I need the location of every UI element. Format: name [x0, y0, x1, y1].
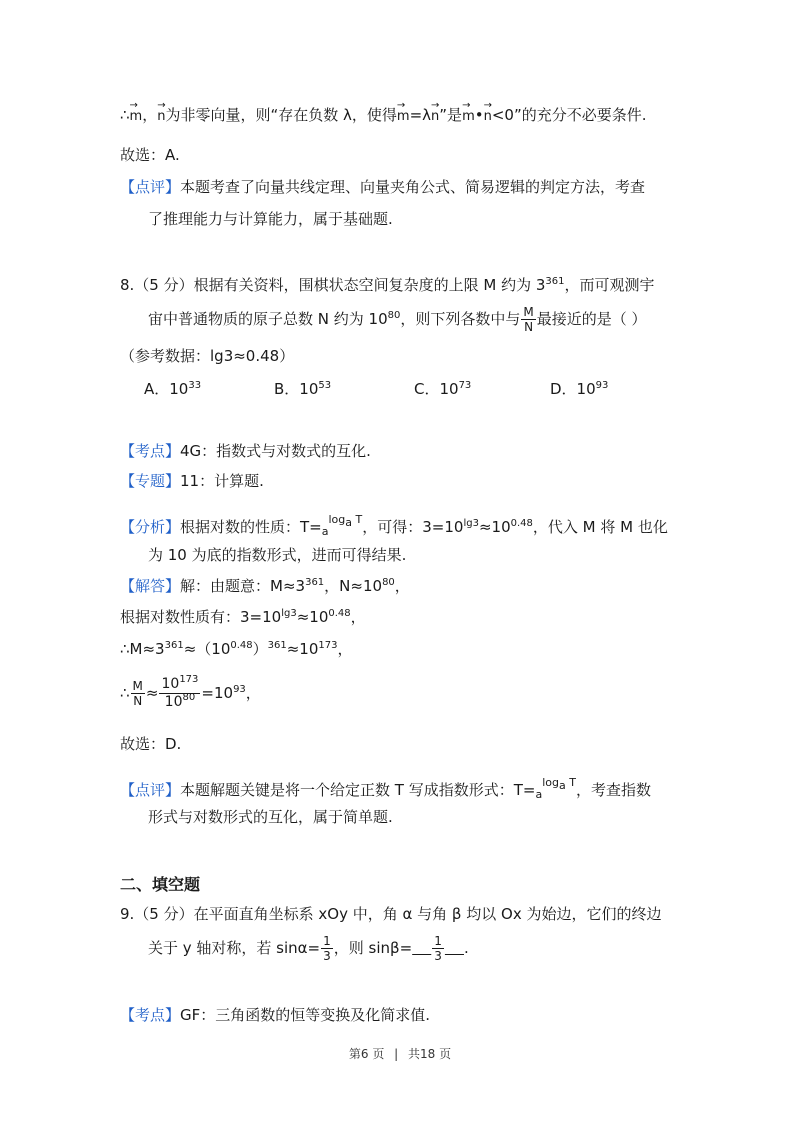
- solution-line-1: 【解答】解：由题意：$M\approx 3^{361}$，$N\approx 10^{80}$，: [120, 577, 410, 595]
- conclusion-line: ∴→ m，→ n为非零向量，则“存在负数 λ，使得→ m=λ→ n”是→ m•→ n<0”的充分不必要条件.: [120, 104, 647, 128]
- answer-choice-a: 故选：A.: [120, 146, 180, 164]
- knowledge-point-2: 【考点】GF：三角函数的恒等变换及化简求值.: [120, 1006, 431, 1024]
- fraction-powers: $\frac{10^{173}}{10^{80}}$: [161, 674, 199, 710]
- vector-m: → m: [130, 106, 143, 128]
- solution-line-2: 根据对数性质有：$3=10^{lg3}\approx 10^{0.48}$，: [120, 608, 366, 626]
- solution-line-3: $\therefore M\approx 3^{361}\approx(10^{0.48})^{361}\approx 10^{173}$，: [120, 640, 353, 658]
- comment-line-1: 【点评】本题考查了向量共线定理、向量夹角公式、简易逻辑的判定方法，考查: [120, 178, 646, 196]
- total-pages: 共18 页: [408, 1047, 452, 1061]
- review-line-2: 形式与对数形式的互化，属于简单题.: [148, 808, 393, 826]
- page-footer: [0, 1045, 800, 1062]
- question-9-line-1: 9.（5 分）在平面直角坐标系 xOy 中，角 α 与角 β 均以 Ox 为始边，它们的终边: [120, 905, 662, 923]
- answer-choice-d: 故选：D.: [120, 735, 182, 753]
- option-b: B．$10^{53}$: [274, 380, 332, 398]
- option-d: D．$10^{93}$: [550, 380, 609, 398]
- reference-data: （参考数据：lg3≈0.48）: [120, 347, 295, 365]
- topic-line: 【专题】11：计算题.: [120, 472, 264, 490]
- fraction-m-over-n: $\frac{M}{N}$: [132, 679, 143, 708]
- analysis-line-2: 为 10 为底的指数形式，进而可得结果.: [148, 546, 407, 564]
- question-9-line-2: 关于 y 轴对称，若 sinα= $\frac{1}{3}$ ，则 sinβ= $\frac{1}{3}$ .: [148, 934, 469, 963]
- review-line-1: 【点评】本题解题关键是将一个给定正数 T 写成指数形式：$T=_a\log a$ T，考查指数: [120, 776, 651, 801]
- footer-separator: |: [394, 1047, 399, 1061]
- comment-tag: 【点评】: [120, 178, 181, 196]
- vector-n: → n: [157, 106, 165, 128]
- question-8-line-1: 8.（5 分）根据有关资料，围棋状态空间复杂度的上限 M 约为 $3^{361}$，而可观测宇: [120, 276, 655, 294]
- option-a: A．$10^{33}$: [144, 380, 202, 398]
- option-c: C．$10^{73}$: [414, 380, 472, 398]
- question-8-line-2: 宙中普通物质的原子总数 N 约为 $10^{80}$，则下列各数中与 $\frac{M}{N}$ 最接近的是（ ）: [148, 305, 647, 334]
- section-heading: 二、填空题: [120, 875, 201, 894]
- knowledge-point: 【考点】4G：指数式与对数式的互化.: [120, 442, 371, 460]
- fraction-m-over-n: $\frac{M}{N}$: [523, 305, 534, 334]
- answer-blank: $\frac{1}{3}$: [434, 934, 442, 963]
- solution-line-4: ∴ $\frac{M}{N}$ ≈ $\frac{10^{173}}{10^{80}}$ $=10^{93}$，: [120, 674, 261, 710]
- fraction-one-third: $\frac{1}{3}$: [323, 934, 331, 963]
- analysis-line-1: 【分析】根据对数的性质：$T=_a\log a$ T，可得：$3=10^{lg3}\approx 10^{0.48}$，代入 M 将 M 也化: [120, 513, 668, 538]
- page-number: 第6 页: [348, 1047, 385, 1061]
- comment-line-2: 了推理能力与计算能力，属于基础题.: [148, 210, 393, 228]
